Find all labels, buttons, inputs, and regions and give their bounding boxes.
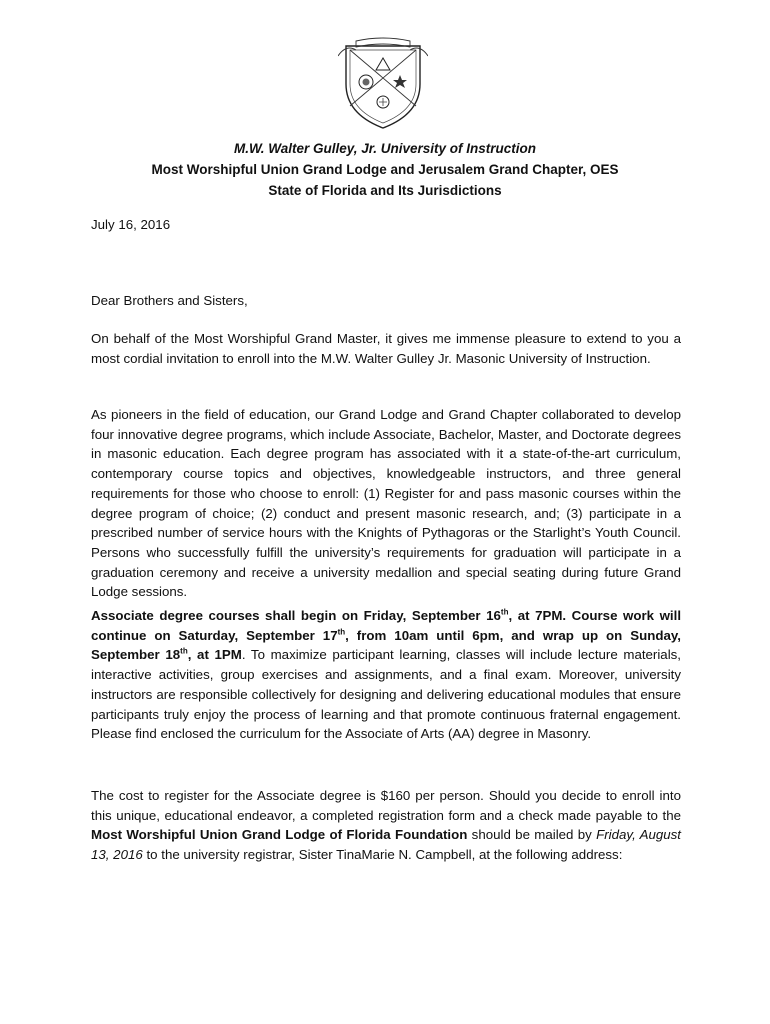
salutation: Dear Brothers and Sisters,: [91, 293, 248, 308]
paragraph-course-schedule: [91, 606, 681, 744]
registration-deadline: Friday, August 13, 2016: [91, 827, 681, 863]
course-description: . To maximize participant learning, classes will include lecture materials, interactive activities, group exercises and assignments, and a final exam. Moreover, university instructors are responsible collectively for designing and delivering educational modules that ensure participants truly enjoy the process of learning and that promote continuous fraternal engagement. Please find enclosed the curriculum for the Associate of Arts (AA) degree in Masonry.: [91, 647, 682, 742]
university-name: M.W. Walter Gulley, Jr. University of Instruction: [233, 141, 537, 156]
paragraph-registration-cost: The cost to register for the Associate degree is $160 per person. Should you decide to enroll into this unique, educational endeavor, a completed registration form and a check made payable to the Most Worshipful Union Grand Lodge of Florida Foundation should be mailed by Friday, August 13, 2016 to the university registrar, Sister TinaMarie N. Campbell, at the following address:: [91, 788, 681, 863]
paragraph-degree-programs: As pioneers in the field of education, our Grand Lodge and Grand Chapter collaborated to develop four innovative degree programs, which include Associate, Bachelor, Master, and Doctorate degrees in masonic education. Each degree program has associated with it a state-of-the-art curriculum, contemporary course topics and objectives, knowledgeable instructors, and three general requirements for those who choose to enroll: (1) Register for and pass masonic courses within the degree program of choice; (2) conduct and present masonic research, and; (3) participate in a prescribed number of service hours with the Knights of Pythagoras or the Starlight’s Youth Council. Persons who successfully fulfill the university’s requirements for graduation will participate in a graduation ceremony and receive a university medallion and special seating during future Grand Lodge sessions.: [91, 407, 681, 600]
letterhead: [0, 138, 770, 201]
payee-name: Most Worshipful Union Grand Lodge of Florida Foundation: [91, 827, 468, 843]
organization-name: Most Worshipful Union Grand Lodge and Jerusalem Grand Chapter, OES: [151, 162, 619, 177]
jurisdiction: State of Florida and Its Jurisdictions: [268, 183, 502, 198]
grand-lodge-crest-seal: [338, 36, 428, 131]
letter-date: July 16, 2016: [91, 217, 171, 232]
schedule-text: Associate degree courses shall begin on Friday, September 16th, at 7PM. Course work will continue on Saturday, September 17th, from 10am until 6pm, and wrap up on Sunday, September 18th, at 1PM: [91, 607, 682, 663]
paragraph-invitation: On behalf of the Most Worshipful Grand Master, it gives me immense pleasure to extend to you a most cordial invitation to enroll into the M.W. Walter Gulley Jr. Masonic University of Instruction.: [91, 331, 681, 366]
